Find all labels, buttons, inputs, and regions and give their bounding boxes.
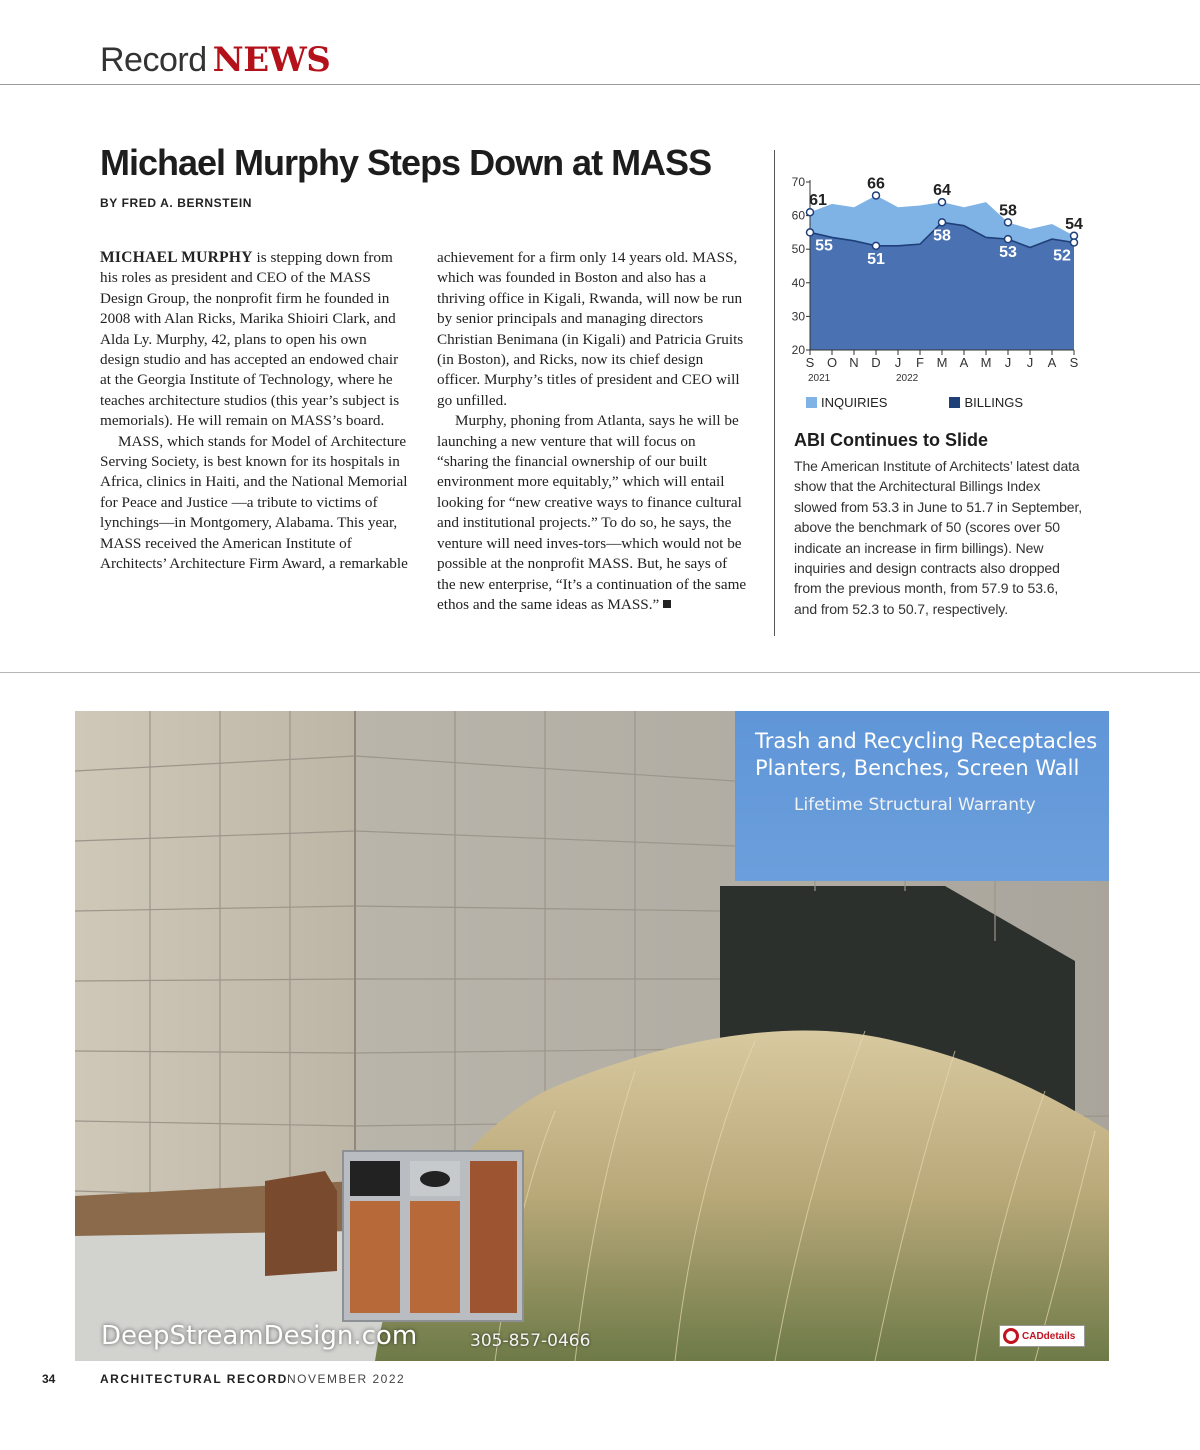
y-tick-label: 60 (791, 208, 805, 223)
article-headline: Michael Murphy Steps Down at MASS (100, 142, 712, 183)
abi-chart (780, 170, 1090, 390)
inquiries-point (873, 192, 880, 199)
inquiries-data-label: 64 (933, 182, 951, 200)
page-number: 34 (42, 1372, 56, 1386)
x-tick-label: J (1004, 355, 1012, 370)
x-tick-label: S (805, 355, 815, 370)
inquiries-data-label: 61 (809, 192, 827, 210)
year-label: 2021 (808, 373, 831, 384)
lead-name: MICHAEL MURPHY (100, 249, 253, 266)
legend-inquiries-swatch (806, 397, 817, 408)
inquiries-point (939, 199, 946, 206)
header-divider (0, 84, 1200, 85)
x-tick-label: A (1047, 355, 1057, 370)
article-paragraph-3 (437, 411, 747, 615)
ad-headline-2: Planters, Benches, Screen Wall (755, 756, 1080, 780)
year-label: 2022 (896, 373, 919, 384)
article-column-2 (437, 248, 747, 615)
sidebar-title: ABI Continues to Slide (794, 430, 989, 450)
y-tick-label: 70 (791, 175, 805, 189)
ash-urn (265, 1171, 337, 1276)
ad-website-link[interactable]: DeepStreamDesign.com (101, 1321, 418, 1351)
ad-warranty: Lifetime Structural Warranty (794, 795, 1036, 815)
sidebar-text: The American Institute of Architects’ latest data show that the Architectural Billings Index slowed from 53.3 in June to 51.7 in September, above the benchmark of 50 (scores over 50 indicate an increase in firm billings). New inquiries and design contracts also dropped from the previous month, from 57.9 to 53.6, and from 52.3 to 50.7, respectively. (794, 458, 1083, 617)
legend-inquiries-label: INQUIRIES (821, 395, 888, 410)
billings-data-label: 55 (815, 237, 833, 255)
x-tick-label: J (894, 355, 902, 370)
article-column-1 (100, 248, 410, 575)
x-tick-label: S (1069, 355, 1079, 370)
billings-point (873, 242, 880, 249)
paragraph-1-text: is stepping down from his roles as president and CEO of the MASS Design Group, the nonprofit firm he founded in 2008 with Alan Ricks, Marika Shioiri Clark, and Alda Ly. Murphy, 42, plans to open his own design studio and has accepted an endowed chair at the Georgia Institute of Technology, where he teaches architecture studios (this year’s subject is memorials). He will remain on MASS’s board. (100, 249, 400, 430)
article-byline: BY FRED A. BERNSTEIN (100, 196, 253, 210)
article-paragraph-2-continued: achievement for a firm only 14 years old. MASS, which was founded in Boston and also has a thriving office in Kigali, Rwanda, will now be run by senior principals and managing directors Christian Benimana (in Kigali) and Patricia Gruits (in Boston), and Ricks, now its chief design officer. Murphy’s titles of president and CEO will go unfilled. (437, 249, 744, 409)
x-tick-label: J (1026, 355, 1034, 370)
inquiries-data-label: 66 (867, 175, 885, 193)
legend-billings (949, 395, 1023, 410)
caddetails-badge[interactable] (999, 1325, 1085, 1347)
billings-point (1071, 239, 1078, 246)
x-tick-label: O (826, 355, 838, 370)
y-tick-label: 30 (791, 309, 805, 324)
x-tick-label: M (936, 355, 948, 370)
legend-inquiries (806, 395, 887, 410)
article-paragraph-1 (100, 248, 410, 432)
x-tick-label: M (980, 355, 992, 370)
chart-legend (806, 395, 1023, 410)
billings-point (807, 229, 814, 236)
y-tick-label: 20 (791, 343, 805, 357)
billings-data-label: 52 (1053, 247, 1071, 265)
inquiries-point (1005, 219, 1012, 226)
masthead (100, 40, 330, 82)
advertisement[interactable] (75, 711, 1109, 1361)
publication-name: ARCHITECTURAL RECORD (100, 1372, 288, 1386)
billings-data-label: 51 (867, 250, 885, 268)
column-divider (774, 150, 775, 636)
inquiries-point (1071, 232, 1078, 239)
y-tick-label: 40 (791, 275, 805, 290)
x-tick-label: F (916, 355, 924, 370)
inquiries-data-label: 54 (1065, 215, 1083, 233)
legend-billings-swatch (949, 397, 960, 408)
inquiries-point (807, 209, 814, 216)
billings-point (1005, 236, 1012, 243)
billings-data-label: 58 (933, 227, 951, 245)
y-tick-label: 50 (791, 242, 805, 257)
ad-phone-number[interactable]: 305-857-0466 (470, 1331, 591, 1351)
end-mark-icon (663, 600, 671, 608)
section-title: NEWS (212, 40, 331, 80)
x-tick-label: A (959, 355, 969, 370)
paragraph-3-text: Murphy, phoning from Atlanta, says he will be launching a new venture that will focus on “sharing the financial ownership of our built environment more equitably,” which will entail looking for “new creative ways to finance cultural and institutional projects.” To do so, he says, the venture will need inves-tors—which would not be possible at the nonprofit MASS. But, he says of the new enterprise, “It’s a continuation of the same ethos and the same ideas as MASS.” (437, 412, 747, 613)
ad-divider (0, 672, 1200, 673)
legend-billings-label: BILLINGS (964, 395, 1023, 410)
issue-date: NOVEMBER 2022 (287, 1372, 406, 1386)
billings-point (939, 219, 946, 226)
x-tick-label: N (849, 355, 859, 370)
article-paragraph-2: MASS, which stands for Model of Architecture Serving Society, is best known for its hospitals in Africa, clinics in Haiti, and the National Memorial for Peace and Justice —a tribute to victims of lynchings—in Montgomery, Alabama. This year, MASS received the American Institute of Architects’ Architecture Firm Award, a remarkable (100, 432, 408, 573)
ad-headline-1: Trash and Recycling Receptacles (755, 729, 1098, 753)
x-tick-label: D (871, 355, 881, 370)
billings-data-label: 53 (999, 244, 1017, 262)
caddetails-logo-icon (1003, 1328, 1019, 1344)
caddetails-label: CADdetails (1022, 1330, 1076, 1342)
inquiries-data-label: 58 (999, 202, 1017, 220)
trash-receptacle (343, 1151, 523, 1321)
section-prefix: Record (100, 41, 207, 79)
